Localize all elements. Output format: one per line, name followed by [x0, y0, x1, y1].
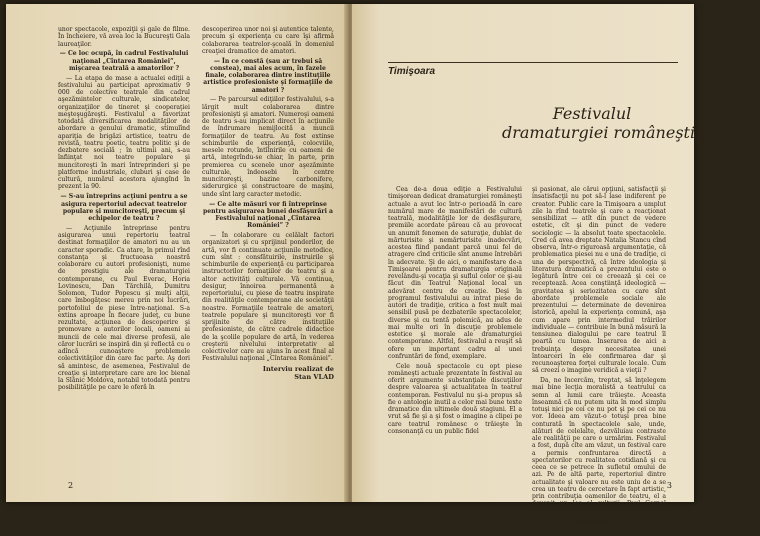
article-paragraph-4: Da, ne încercăm, treptat, să înţelegem mai bine lecţia moralistă a teatrului ca semn al lumii care trăieşte. Aceasta înseamnă că nu putem uita în mod simplu totuşi nici pe cei ce nu pot şi pe cei ce nu vor. Ideea am văzut-o totuşi prea bine conturată în spectacolele sale, unde, alături de celelalte, dezvăluiau contraste ale realităţii pe care o urmărim. Festivalul a fost, după cîte am văzut, un festival care a permis confruntarea directă a spectatorilor cu realitatea cotidiană şi cu ceea ce se petrece în sufletul omului de azi. Pe de altă parte, repertoriul dintre actualitate şi valoare nu este uniu de a se crea un teatru de cercetare în fapt artistic, prin contribuţia oamenilor de teatru, el a devenit un loc al culturii. Paul Cornel Chitic, Victor Parhon, Şt. — [532, 377, 666, 515]
interview-credit: Interviu realizat de — [262, 365, 334, 374]
article-paragraph-3: şi pasionat, ale cărui opţiuni, satisfacţii şi insatisfacţii nu pot să-l lase indiferent pe creator. Public care la Timişoara a umplut zile la rînd teatrele şi care a reacţionat sensibilizat — atît din punct de vedere estetic, cît şi din punct de vedere sociologic — la absolut toate spectacolele. Cred că avea dreptate Natalia Stancu cînd observa, într-o riguroasă argumentaţie, că problematica piesei nu e una de tradiţie, ci una de perspectivă, că între ideologia şi literatura dramatică a prezentului este o legătură între cei ce creează şi cei ce receptează. Acea conştiinţă ideologică — gravitatea şi seriozitatea cu care sînt abordate problemele sociale ale prezentului — determinate de devenirea istorică, apelul la experienţa comună, aşa cum apare prin intermediul trăirilor individuale — contribuie în bună măsură la tensiunea dialogului pe care teatrul îl poartă cu lumea. Inserarea de aici a trebuinţa despre necesitatea unei întoarceri în ele confirmarea dar şi recunoaşterea forţei culturale locale. Cum să creezi o imagine veridică a vieţii ? — [532, 186, 666, 375]
interview-question-2: — S-au întreprins acţiuni pentru a se asigura repertoriul adecvat teatrelor populare şi muncitoreşti, precum şi echipelor de teatru ? — [60, 193, 188, 223]
article-title-line-2: dramaturgiei româneşti actuale — [502, 123, 760, 142]
answer-paragraph-3: — Pe parcursul ediţiilor festivalului, s-a lărgit mult colaborarea dintre profesionişti şi amatori. Numeroşi oameni de teatru s-au implicat direct în acţiunile de îndrumare nemijlocită a muncii formaţiilor de teatru. Au fost extinse schimburile de experienţă, colocviile, mesele rotunde, întîlnirile cu oameni de artă, integrîndu-se chiar, în parte, prin premierea cu scenele unor aşezăminte culturale, îndeosebi în centre muncitoreşti, bazine carbonifere, siderurgice şi constructoare de maşini, unde sînt larg caracter metodic. — [202, 96, 334, 198]
article-paragraph-1: Cea de-a doua ediţie a Festivalului timişorean dedicat dramaturgiei româneşti actuale a avut loc într-o perioadă în care numărul mare de manifestări de cultură teatrală, modalităţile lor de desfăşurare, premiile acordate păreau că au provocat un anumit fenomen de saturaţie, dublat de mărturisite şi nemărturisite inadecvări, acestea fiind pandant parcă unui fel de atragere cînd criticile sînt anume întrebări în adecvate. Şi de aici, o manifestare de-a Timişoarei pentru dramaturgia originală revelându-şi vocaţia şi suflul celor ce şi-au făcut din Teatrul Naţional local un adevărat centru de creaţie. Deşi în programul festivalului au intrat piese de autori de tradiţie, critica a fost mult mai sensibil pusă pe dezbaterile spectacolelor, diverse şi cu tentă polemică, au adus de mai multe ori în discuţie problemele estetice şi morale ale dramaturgiei contemporane. Altfel, festivalul a reuşit să ofere un important cadru al unei confruntări de fond, exemplare. — [388, 186, 522, 360]
intro-paragraph: unor spectacole, expoziţii şi gale de filme. În încheiere, vă avea loc la Bucureşti Gala laureaţilor. — [58, 26, 190, 48]
interview-question-1: — Ce loc ocupă, în cadrul Festivalului naţional „Cîntarea României”, mişcarea teatrală a amatorilor ? — [59, 50, 189, 72]
interview-author: Stan VLAD — [294, 373, 334, 382]
continuation-paragraph: descoperirea unor noi şi autentice talente, precum şi experienţa cu care îşi afirmă colaborarea teatrelor-şcoală în domeniul creaţiei dramatice de amatori. — [202, 26, 334, 55]
section-tag: Timişoara — [388, 66, 436, 77]
page-number-right: 3 — [666, 481, 672, 490]
left-page — [6, 4, 348, 502]
right-page-column-2 — [532, 186, 666, 536]
answer-paragraph-4: — În colaborare cu celălalt factori organizatori şi cu sprijinul ponderilor, de artă, vor fi continuate acţiunile metodice, cum sînt : consfătuirile, instruirile şi schimburile de experienţă cu participarea instructorilor formaţiilor de teatru şi a altor activităţi culturale. Vă continua, desigur, înnoirea permanentă a repertoriului, cu piese de teatru inspirate din realităţile contemporane ale societăţii noastre. Formaţiile teatrale de amatori, teatrele populare şi muncitoreşti vor fi sprijinite de către instituţiile profesioniste, de către cadrele didactice de la şcolile populare de artă, în vederea creşterii nivelului interpretativ al colectivelor care au ajuns în acest final al Festivalului naţional „Cîntarea României”. — [202, 232, 334, 363]
answer-paragraph-2: — Acţiunile întreprinse pentru asigurarea unui repertoriu teatral destinat formaţiilor de amatori nu au un caracter sporadic. Ca atare, în primul rînd constanţa şi fructuoasa noastră colaborare cu autori profesionişti, nume de prestigiu ale dramaturgiei contemporane, cu Paul Everac, Horia Lovinescu, Dan Tărchilă, Dumitru Solomon, Tudor Popescu şi mulţi alţii, care îmbogăţesc mereu prin noi lucrări, portofoliul de piese între-naţional. S-a extins aproape în fiecare judeţ, cu bune rezultate, acţiunea de descoperire şi promovare a autorilor locali, oameni ai muncii de cele mai diverse profesii, ale căror lucrări se inspiră din şi reflectă cu o adîncă cunoaştere problemele colectivităţilor din care fac parte. Aş dori să amintesc, de asemenea, Festivalul de creaţie şi interpretare care are loc bienal la Slănic Moldova, notabil totodată pentru posibilităţile pe care le oferă în — [58, 224, 190, 392]
article-paragraph-2: Cele nouă spectacole cu opt piese româneşti actuale prezentate în festival au oferit argumente substanţiale discuţiilor despre valoarea şi actualitatea în teatrul contemporan. Festivalul nu şi-a propus să fie o antologie inutil a celor mai bune texte dramatice din ultimele două stagiuni. El a vrut să fie şi a şi fost o imagine a clipei pe care teatrul românesc o trăieşte în consonanţă cu un public fidel — [388, 362, 522, 435]
interview-question-3: — În ce constă (sau ar trebui să constea), mai ales acum, în fazele finale, colaborarea dintre instituţiile artistice profesioniste şi formaţiile de amatori ? — [203, 57, 333, 94]
left-page-column-1 — [58, 26, 190, 466]
article-title — [502, 104, 760, 142]
magazine-spread — [6, 4, 760, 536]
left-page-column-2 — [202, 26, 334, 466]
page-number-left: 2 — [68, 481, 74, 490]
article-author: Magdalena BOIANGIU — [557, 517, 641, 526]
section-rule — [388, 62, 678, 63]
article-title-line-1: Festivalul — [552, 104, 632, 123]
continuation-note: (Continuare în p. 37) — [564, 528, 634, 536]
right-page-column-1 — [388, 186, 522, 470]
interview-question-4: — Ce alte măsuri vor fi întreprinse pentru asigurarea bunei desfăşurări a Festivalului naţional „Cîntarea României” ? — [202, 200, 334, 230]
right-page — [352, 4, 760, 536]
answer-paragraph-1: — La etapa de mase a actualei ediţii a festivalului au participat aproximativ 9 000 de colective teatrale din cadrul aşezămintelor culturale, sindicatelor, organizaţiilor de tineret şi cooperaţiei meşteşugăreşti. Festivalul a favorizat totodată diversificarea modalităţilor de abordare a genului dramatic, stimulînd apariţia de brigăzi artistice, teatru de revistă, teatru poetic, teatru politic şi de dezbatere socială ; în ultimii ani, s-au înfiinţat noi teatre populare şi muncitoreşti în mari întreprinderi şi pe platforme industriale, cluburi şi case de cultură, numărul acestora ajungînd în prezent la 90. — [58, 74, 190, 191]
